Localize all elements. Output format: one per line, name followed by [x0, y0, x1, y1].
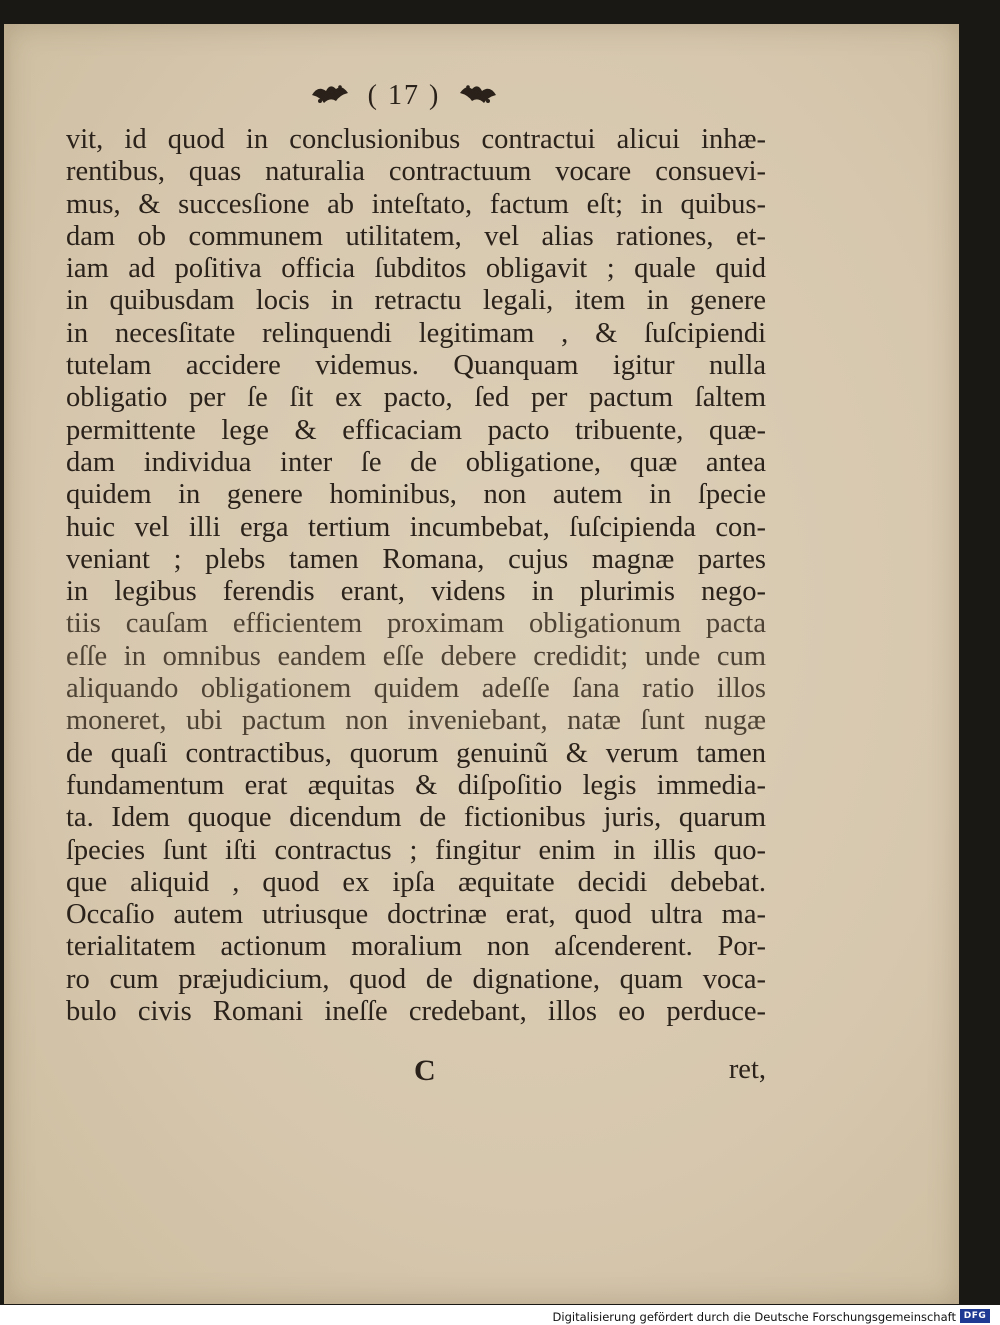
- text-line: bulo civis Romani ineſſe credebant, illos eo perduce-: [66, 996, 766, 1028]
- text-line: rentibus, quas naturalia contractuum vocare consuevi-: [66, 156, 766, 188]
- text-line: vit, id quod in conclusionibus contractui alicui inhæ-: [66, 124, 766, 155]
- funding-attribution: Digitalisierung gefördert durch die Deutsche Forschungsgemeinschaft: [552, 1310, 956, 1324]
- text-line: obligatio per ſe ſit ex pacto, ſed per pactum ſaltem: [66, 382, 766, 414]
- text-line: in legibus ferendis erant, videns in plurimis nego-: [66, 576, 766, 608]
- page-number: ( 17 ): [367, 80, 441, 111]
- text-line: tiis cauſam efficientem proximam obligationum pacta: [66, 608, 766, 640]
- text-line: huic vel illi erga tertium incumbebat, ſuſcipienda con-: [66, 511, 766, 543]
- text-line: ta. Idem quoque dicendum de fictionibus juris, quarum: [66, 802, 766, 834]
- right-fleuron-icon: [458, 81, 498, 111]
- text-line: aliquando obligationem quidem adeſſe ſana ratio illos: [66, 673, 766, 705]
- text-line: terialitatem actionum moralium non aſcenderent. Por-: [66, 931, 766, 963]
- page-header: [304, 76, 504, 116]
- book-page: [4, 24, 959, 1304]
- text-line: in necesſitate relinquendi legitimam , & ſuſcipiendi: [66, 317, 766, 349]
- text-line: iam ad poſitiva officia ſubditos obligavit ; quale quid: [66, 253, 766, 285]
- catchword: ret,: [728, 1054, 766, 1085]
- text-line: dam individua inter ſe de obligatione, quæ antea: [66, 446, 766, 478]
- text-line: mus, & succesſione ab inteſtato, factum eſt; in quibus-: [66, 188, 766, 220]
- text-line: ro cum præjudicium, quod de dignatione, quam voca-: [66, 963, 766, 995]
- signature-mark: C: [414, 1054, 436, 1087]
- text-line: Occaſio autem utriusque doctrinæ erat, quod ultra ma-: [66, 899, 766, 931]
- text-line: veniant ; plebs tamen Romana, cujus magnæ partes: [66, 543, 766, 575]
- page-footer: [66, 1054, 766, 1090]
- dfg-logo-icon: DFG: [960, 1309, 990, 1323]
- text-line: tutelam accidere videmus. Quanquam igitur nulla: [66, 350, 766, 382]
- text-line: in quibusdam locis in retractu legali, item in genere: [66, 285, 766, 317]
- text-line: permittente lege & efficaciam pacto tribuente, quæ-: [66, 414, 766, 446]
- text-line: ſpecies ſunt iſti contractus ; fingitur enim in illis quo-: [66, 834, 766, 866]
- text-line: eſſe in omnibus eandem eſſe debere credidit; unde cum: [66, 640, 766, 672]
- text-line: fundamentum erat æquitas & diſpoſitio legis immedia-: [66, 769, 766, 801]
- text-line: dam ob communem utilitatem, vel alias rationes, et-: [66, 220, 766, 252]
- text-line: de quaſi contractibus, quorum genuinũ & verum tamen: [66, 737, 766, 769]
- text-line: moneret, ubi pactum non inveniebant, natæ ſunt nugæ: [66, 705, 766, 737]
- body-text: [66, 124, 766, 1028]
- text-line: que aliquid , quod ex ipſa æquitate decidi debebat.: [66, 866, 766, 898]
- page-edge: [4, 24, 12, 1304]
- left-fleuron-icon: [310, 81, 350, 111]
- text-line: quidem in genere hominibus, non autem in ſpecie: [66, 479, 766, 511]
